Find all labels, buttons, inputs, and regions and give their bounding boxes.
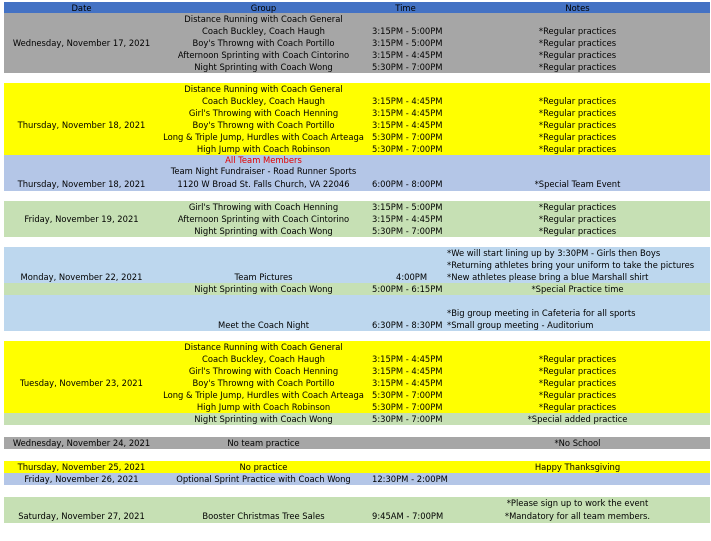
date-cell[interactable] (4, 61, 159, 73)
notes-cell[interactable]: *Regular practices (538, 202, 617, 212)
group-cell[interactable]: Night Sprinting with Coach Wong (194, 62, 333, 72)
group-cell[interactable]: Booster Christmas Tree Sales (202, 511, 325, 521)
group-cell[interactable]: Meet the Coach Night (217, 320, 310, 330)
spacer-row (4, 73, 710, 83)
table-row (4, 13, 710, 25)
time-cell[interactable]: 5:00PM - 6:15PM (372, 284, 443, 294)
date-cell[interactable] (4, 307, 159, 319)
time-cell[interactable]: 4:00PM (396, 272, 428, 282)
group-cell[interactable]: Distance Running with Coach General (184, 14, 343, 24)
notes-cell[interactable]: *Regular practices (538, 38, 617, 48)
table-row (4, 177, 710, 191)
table-row (4, 401, 710, 413)
time-cell[interactable] (368, 461, 447, 473)
time-cell[interactable] (368, 165, 447, 177)
date-cell[interactable] (4, 353, 159, 365)
header-date[interactable]: Date (71, 2, 92, 13)
date-cell[interactable] (4, 295, 159, 307)
group-cell[interactable]: Distance Running with Coach General (184, 342, 343, 352)
table-row (4, 437, 710, 449)
time-cell[interactable]: 3:15PM - 4:45PM (372, 366, 443, 376)
table-row (4, 247, 710, 259)
time-cell[interactable] (368, 497, 447, 509)
spacer-row (4, 191, 710, 201)
table-row (4, 165, 710, 177)
notes-cell[interactable] (445, 341, 710, 353)
notes-cell[interactable]: *Regular practices (538, 378, 617, 388)
table-row (4, 271, 710, 283)
time-cell[interactable]: 3:15PM - 4:45PM (372, 108, 443, 118)
group-cell[interactable]: Coach Buckley, Coach Haugh (202, 354, 325, 364)
header-notes[interactable]: Notes (565, 2, 590, 13)
date-cell[interactable] (4, 497, 159, 509)
time-cell[interactable]: 5:30PM - 7:00PM (372, 62, 443, 72)
table-row (4, 155, 710, 165)
table-row (4, 497, 710, 509)
group-cell[interactable]: Optional Sprint Practice with Coach Wong (176, 474, 351, 484)
notes-cell[interactable]: *Regular practices (538, 120, 617, 130)
group-cell[interactable]: Distance Running with Coach General (184, 84, 343, 94)
group-cell[interactable]: Long & Triple Jump, Hurdles with Coach Arteaga (163, 132, 364, 142)
table-row (4, 37, 710, 49)
time-cell[interactable] (368, 83, 447, 95)
group-cell[interactable]: Team Pictures (234, 272, 293, 282)
time-cell[interactable]: 5:30PM - 7:00PM (372, 390, 443, 400)
notes-cell[interactable]: *Please sign up to work the event (506, 498, 649, 508)
time-cell[interactable] (368, 437, 447, 449)
time-cell[interactable] (368, 13, 447, 25)
group-cell[interactable]: No team practice (227, 438, 300, 448)
date-cell[interactable] (4, 319, 159, 331)
date-cell[interactable]: Friday, November 19, 2021 (24, 214, 139, 224)
time-cell[interactable]: 9:45AM - 7:00PM (372, 511, 444, 521)
notes-cell[interactable]: *Regular practices (538, 96, 617, 106)
spacer-row (4, 331, 710, 341)
group-cell[interactable]: Girl's Throwing with Coach Henning (188, 202, 339, 212)
time-cell[interactable]: 3:15PM - 4:45PM (372, 214, 443, 224)
date-cell[interactable] (4, 365, 159, 377)
date-cell[interactable]: Wednesday, November 24, 2021 (12, 438, 151, 448)
spacer-row (4, 237, 710, 247)
notes-cell[interactable]: *Special Team Event (534, 179, 621, 189)
notes-cell[interactable]: *Regular practices (538, 354, 617, 364)
table-row (4, 225, 710, 237)
notes-cell[interactable] (445, 13, 710, 25)
spacer-row (4, 425, 710, 437)
table-row (4, 107, 710, 119)
group-cell[interactable]: Afternoon Sprinting with Coach Cintorino (177, 214, 350, 224)
notes-cell[interactable] (445, 165, 710, 177)
date-cell[interactable] (4, 49, 159, 61)
notes-cell[interactable]: *Special added practice (527, 414, 628, 424)
table-row (4, 341, 710, 353)
table-row (4, 131, 710, 143)
notes-cell[interactable]: *New athletes please bring a blue Marshall shirt (447, 272, 649, 282)
date-cell[interactable] (4, 25, 159, 37)
group-cell[interactable]: Night Sprinting with Coach Wong (194, 284, 333, 294)
notes-cell[interactable]: *Regular practices (538, 132, 617, 142)
notes-cell[interactable] (445, 155, 710, 165)
group-cell[interactable]: Boy's Throwng with Coach Portillo (192, 38, 335, 48)
group-cell[interactable]: Coach Buckley, Coach Haugh (202, 96, 325, 106)
time-cell[interactable] (368, 341, 447, 353)
table-row (4, 83, 710, 95)
group-cell[interactable] (159, 295, 368, 307)
time-cell[interactable]: 5:30PM - 7:00PM (372, 226, 443, 236)
table-row (4, 413, 710, 425)
table-row (4, 213, 710, 225)
table-row (4, 119, 710, 131)
date-cell[interactable] (4, 389, 159, 401)
group-cell[interactable]: Long & Triple Jump, Hurdles with Coach Arteaga (163, 390, 364, 400)
notes-cell[interactable]: *Regular practices (538, 226, 617, 236)
date-cell[interactable] (4, 155, 159, 165)
date-cell[interactable] (4, 201, 159, 213)
group-cell[interactable] (159, 307, 368, 319)
spacer-row (4, 449, 710, 461)
date-cell[interactable] (4, 83, 159, 95)
group-cell[interactable]: No practice (239, 462, 288, 472)
header-row (4, 2, 710, 13)
time-cell[interactable]: 12:30PM - 2:00PM (372, 474, 448, 484)
date-cell[interactable]: Thursday, November 18, 2021 (17, 179, 146, 189)
time-cell[interactable] (368, 247, 447, 259)
date-cell[interactable] (4, 413, 159, 425)
date-cell[interactable]: Wednesday, November 17, 2021 (12, 38, 151, 48)
notes-cell[interactable]: *Regular practices (538, 402, 617, 412)
group-cell[interactable]: Team Night Fundraiser - Road Runner Sports (170, 166, 357, 176)
date-cell[interactable]: Thursday, November 25, 2021 (17, 462, 146, 472)
table-row (4, 201, 710, 213)
notes-cell[interactable]: *Regular practices (538, 108, 617, 118)
date-cell[interactable] (4, 95, 159, 107)
group-cell[interactable]: Afternoon Sprinting with Coach Cintorino (177, 50, 350, 60)
group-cell[interactable]: Boy's Throwng with Coach Portillo (192, 120, 335, 130)
time-cell[interactable] (368, 259, 447, 271)
time-cell[interactable] (368, 307, 447, 319)
schedule-rows (4, 13, 710, 523)
table-row (4, 259, 710, 271)
time-cell[interactable]: 3:15PM - 4:45PM (372, 378, 443, 388)
time-cell[interactable]: 3:15PM - 4:45PM (372, 120, 443, 130)
spacer-row (4, 485, 710, 497)
notes-cell[interactable]: *Regular practices (538, 62, 617, 72)
date-cell[interactable]: Tuesday, November 23, 2021 (20, 378, 143, 388)
notes-cell[interactable]: *Regular practices (538, 50, 617, 60)
notes-cell[interactable] (445, 83, 710, 95)
date-cell[interactable] (4, 259, 159, 271)
date-cell[interactable] (4, 247, 159, 259)
date-cell[interactable] (4, 283, 159, 295)
notes-cell[interactable]: *We will start lining up by 3:30PM - Girls then Boys (447, 248, 661, 258)
date-cell[interactable] (4, 225, 159, 237)
date-cell[interactable] (4, 165, 159, 177)
date-cell[interactable]: Monday, November 22, 2021 (20, 272, 143, 282)
date-cell[interactable]: Friday, November 26, 2021 (24, 474, 139, 484)
time-cell[interactable]: 6:30PM - 8:30PM (372, 320, 443, 330)
time-cell[interactable]: 5:30PM - 7:00PM (372, 402, 443, 412)
table-row (4, 95, 710, 107)
schedule-sheet (4, 2, 710, 523)
notes-cell[interactable]: *Returning athletes bring your uniform to take the pictures (447, 260, 695, 270)
notes-cell[interactable]: *Small group meeting - Auditorium (447, 320, 594, 330)
time-cell[interactable]: 5:30PM - 7:00PM (372, 144, 443, 154)
table-row (4, 307, 710, 319)
notes-cell[interactable] (445, 295, 710, 307)
time-cell[interactable]: 5:30PM - 7:00PM (372, 132, 443, 142)
table-row (4, 49, 710, 61)
group-cell[interactable]: High Jump with Coach Robinson (196, 144, 331, 154)
date-cell[interactable] (4, 131, 159, 143)
date-cell[interactable]: Saturday, November 27, 2021 (18, 511, 145, 521)
table-row (4, 473, 710, 485)
time-cell[interactable]: 3:15PM - 5:00PM (372, 38, 443, 48)
notes-cell[interactable]: *Regular practices (538, 214, 617, 224)
table-row (4, 25, 710, 37)
group-cell[interactable]: Night Sprinting with Coach Wong (194, 414, 333, 424)
notes-cell[interactable]: *No School (554, 438, 601, 448)
group-cell[interactable] (159, 247, 368, 259)
date-cell[interactable] (4, 107, 159, 119)
table-row (4, 61, 710, 73)
table-row (4, 295, 710, 307)
table-row (4, 283, 710, 295)
group-cell[interactable]: 1120 W Broad St. Falls Church, VA 22046 (177, 179, 350, 189)
time-cell[interactable] (368, 155, 447, 165)
group-cell[interactable]: High Jump with Coach Robinson (196, 402, 331, 412)
table-row (4, 461, 710, 473)
table-row (4, 377, 710, 389)
date-cell[interactable] (4, 341, 159, 353)
notes-cell[interactable]: *Regular practices (538, 144, 617, 154)
time-cell[interactable]: 3:15PM - 5:00PM (372, 26, 443, 36)
table-row (4, 389, 710, 401)
group-cell[interactable] (159, 497, 368, 509)
time-cell[interactable]: 3:15PM - 4:45PM (372, 50, 443, 60)
time-cell[interactable] (368, 295, 447, 307)
date-cell[interactable] (4, 143, 159, 155)
notes-cell[interactable]: *Regular practices (538, 390, 617, 400)
table-row (4, 353, 710, 365)
table-row (4, 143, 710, 155)
notes-cell[interactable]: Happy Thanksgiving (534, 462, 621, 472)
date-cell[interactable]: Thursday, November 18, 2021 (17, 120, 146, 130)
table-row (4, 509, 710, 523)
group-cell[interactable]: Night Sprinting with Coach Wong (194, 226, 333, 236)
date-cell[interactable] (4, 401, 159, 413)
time-cell[interactable]: 3:15PM - 4:45PM (372, 354, 443, 364)
notes-cell[interactable]: *Mandatory for all team members. (504, 511, 651, 521)
group-cell[interactable]: All Team Members (225, 155, 302, 165)
time-cell[interactable]: 6:00PM - 8:00PM (372, 179, 443, 189)
header-group[interactable]: Group (250, 2, 277, 13)
notes-cell[interactable]: *Big group meeting in Cafeteria for all sports (447, 308, 636, 318)
table-row (4, 319, 710, 331)
notes-cell[interactable]: *Regular practices (538, 26, 617, 36)
group-cell[interactable]: Boy's Throwng with Coach Portillo (192, 378, 335, 388)
group-cell[interactable]: Girl's Throwing with Coach Henning (188, 366, 339, 376)
group-cell[interactable] (159, 259, 368, 271)
time-cell[interactable]: 3:15PM - 5:00PM (372, 202, 443, 212)
date-cell[interactable] (4, 13, 159, 25)
group-cell[interactable]: Girl's Throwing with Coach Henning (188, 108, 339, 118)
notes-cell[interactable] (445, 473, 710, 485)
notes-cell[interactable]: *Special Practice time (531, 284, 624, 294)
notes-cell[interactable]: *Regular practices (538, 366, 617, 376)
group-cell[interactable]: Coach Buckley, Coach Haugh (202, 26, 325, 36)
table-row (4, 365, 710, 377)
time-cell[interactable]: 3:15PM - 4:45PM (372, 96, 443, 106)
header-time[interactable]: Time (395, 2, 416, 13)
time-cell[interactable]: 5:30PM - 7:00PM (372, 414, 443, 424)
